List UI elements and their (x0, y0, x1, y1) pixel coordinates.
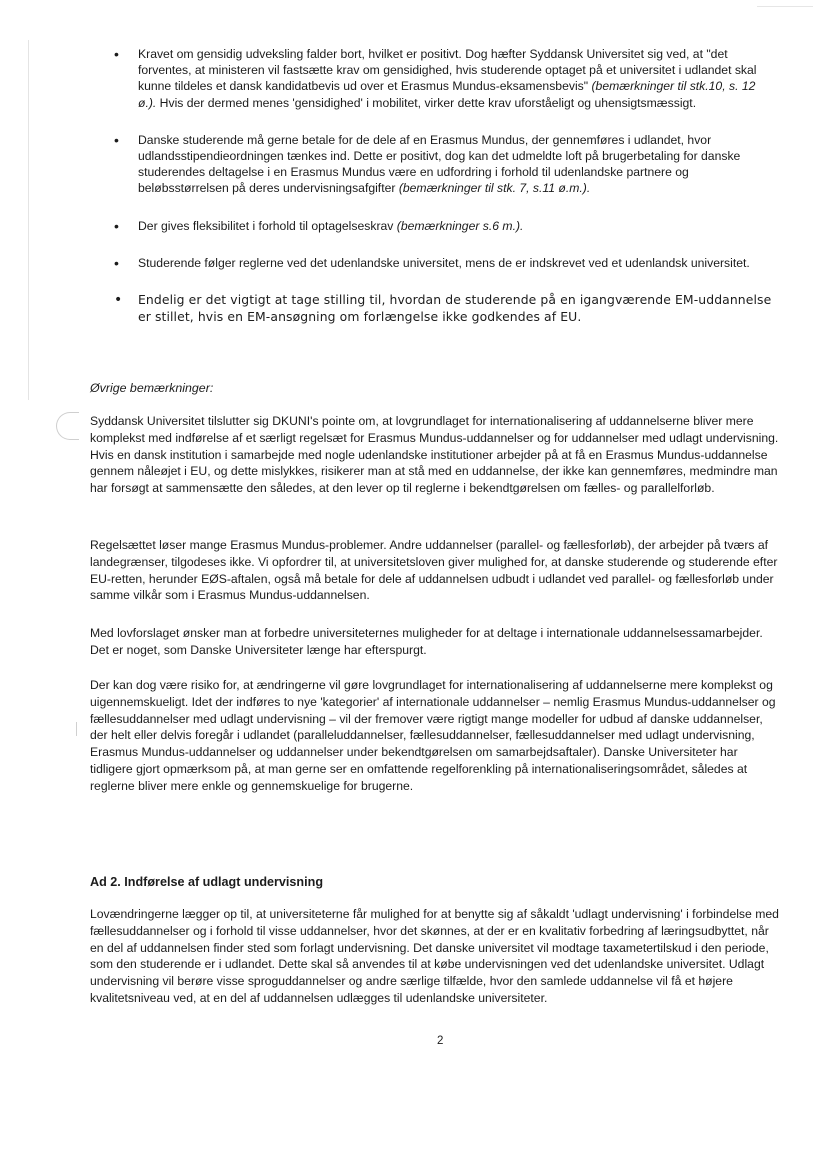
bullet-dot: • (114, 131, 119, 148)
bullet-dot: • (114, 292, 123, 309)
bullet-list (112, 46, 772, 346)
bullet-item-betaling (112, 132, 772, 197)
bullet-text: Der gives fleksibilitet i forhold til optagelseskrav (138, 218, 397, 233)
bullet-citation: (bemærkninger s.6 m.). (396, 218, 524, 233)
bullet-text: Studerende følger reglerne ved det udenlandske universitet, mens de er indskrevet ved et udenlandsk universitet. (138, 255, 750, 270)
punch-hole-mark (56, 412, 79, 440)
bullet-dot: • (114, 46, 119, 62)
paragraph-dkuni: Syddansk Universitet tilslutter sig DKUNI's pointe om, at lovgrundlaget for internationalisering af uddannelserne bliver mere komplekst med indførelse af et særligt regelsæt for Erasmus Mundus-uddannelser og for uddannelser med udlagt undervisning. Hvis en dansk institution i samarbejde med nogle udenlandske institutioner arbejder på at få en Erasmus Mundus-uddannelse gennem nåleøjet i EU, og dette mislykkes, risikerer man at stå med en uddannelse, der ikke kan gennemføres, medmindre man har forsøgt at sammensætte den således, at den lever op til reglerne i bekendtgørelsen om fælles- og parallelforløb. (90, 414, 779, 496)
paragraph-risiko: Der kan dog være risiko for, at ændringerne vil gøre lovgrundlaget for internationalisering af uddannelserne mere komplekst og uigennemskueligt. Idet der indføres to nye 'kategorier' af internationale uddannelser – nemlig Erasmus Mundus-uddannelser og fællesuddannelser med udlagt undervisning – vil der fremover være rigtigt mange modeller for udbud af danske uddannelser, der helt eller delvis foregår i udlandet (paralleluddannelser, fællesuddannelser, fællesuddannelser med udlagt undervisning, Erasmus Mundus-uddannelser og uddannelser under bekendtgørelsen om samarbejdsaftaler). Danske Universiteter har tidligere gjort opmærksom på, at man gerne ser en omfattende regelforenkling på internationaliseringsområdet, således at reglerne bliver mere enkle og gennemskuelige for brugerne. (90, 678, 776, 793)
bullet-dot: • (114, 217, 119, 234)
bullet-item-regler (112, 255, 772, 271)
bullet-text: Kravet om gensidig udveksling falder bort, hvilket er positivt. Dog hæfter Syddansk Universitet sig ved, at "det forventes, at ministeren vil fastsætte krav om gensidighed, hvis studerende optaget på et universitet i udlandet skal kunne tildeles et dansk kandidatbevis ud over et Erasmus Mundus-eksamensbevis" (138, 47, 757, 94)
scan-edge-mark (28, 40, 29, 400)
bullet-dot: • (114, 254, 119, 271)
section-heading: Ad 2. Indførelse af udlagt undervisning (90, 875, 324, 889)
subheading-ovrige: Øvrige bemærkninger: (90, 381, 214, 395)
scan-corner-mark (757, 6, 813, 7)
scan-margin-mark (76, 722, 79, 736)
bullet-item-gensidighed (112, 46, 772, 111)
paragraph-regelsaet: Regelsættet løser mange Erasmus Mundus-problemer. Andre uddannelser (parallel- og fællesforløb), der arbejder på tværs af landegrænser, tilgodeses ikke. Vi opfordrer til, at universitetsloven giver mulighed for, at danske studerende og studerende efter EU-retten, herunder EØS-aftalen, også må betale for dele af uddannelsen udbudt i udlandet ved parallel- og fællesforløb under samme vilkår som i Erasmus Mundus-uddannelsen. (90, 538, 778, 603)
bullet-item-forlaengelse (112, 292, 772, 325)
bullet-text: Endelig er det vigtigt at tage stilling til, hvordan de studerende på en igangværende EM-uddannelse er stillet, hvis en EM-ansøgning om forlængelse ikke godkendes af EU. (138, 292, 772, 324)
bullet-text: Danske studerende må gerne betale for de dele af en Erasmus Mundus, der gennemføres i udlandet, hvor udlandsstipendieordningen tænkes ind. Dette er positivt, dog kan det udmeldte loft på brugerbetaling for danske studerendes deltagelse i en Erasmus Mundus være en udfordring i forhold til udenlandske partnere og beløbsstørrelsen på deres undervisningsafgifter (138, 132, 741, 196)
paragraph-udlagt: Lovændringerne lægger op til, at universiteterne får mulighed for at benytte sig af såkaldt 'udlagt undervisning' i forbindelse med fællesuddannelser og i forhold til visse uddannelser, hvor det skønnes, at der er en kvalitativ forbedring af læringsudbyttet, når en del af uddannelsen finder sted som forlagt undervisning. Det danske universitet vil modtage taxametertilskud i den periode, som den studerende er i udlandet. Dette skal så anvendes til at købe undervisningen ved det udenlandske universitet. Udlagt undervisning vil berøre visse sproguddannelser og andre særlige tilfælde, hvor den samlede uddannelse vil få et højere kvalitetsniveau ved, at en del af uddannelsen udlægges til udenlandske universiteter. (90, 907, 779, 1005)
paragraph-lovforslag: Med lovforslaget ønsker man at forbedre universiteternes muligheder for at deltage i internationale uddannelsessamarbejder. Det er noget, som Danske Universiteter længe har efterspurgt. (90, 626, 763, 657)
bullet-citation: (bemærkninger til stk. 7, s.11 ø.m.). (398, 181, 591, 196)
page-number: 2 (437, 1035, 444, 1047)
bullet-item-fleksibilitet (112, 218, 772, 234)
bullet-text-after: Hvis der dermed menes 'gensidighed' i mobilitet, virker dette krav uforståeligt og uhensigtsmæssigt. (156, 95, 697, 110)
bullet-citation: (bemærkninger til stk.10, s. 12 ø.). (138, 79, 756, 110)
